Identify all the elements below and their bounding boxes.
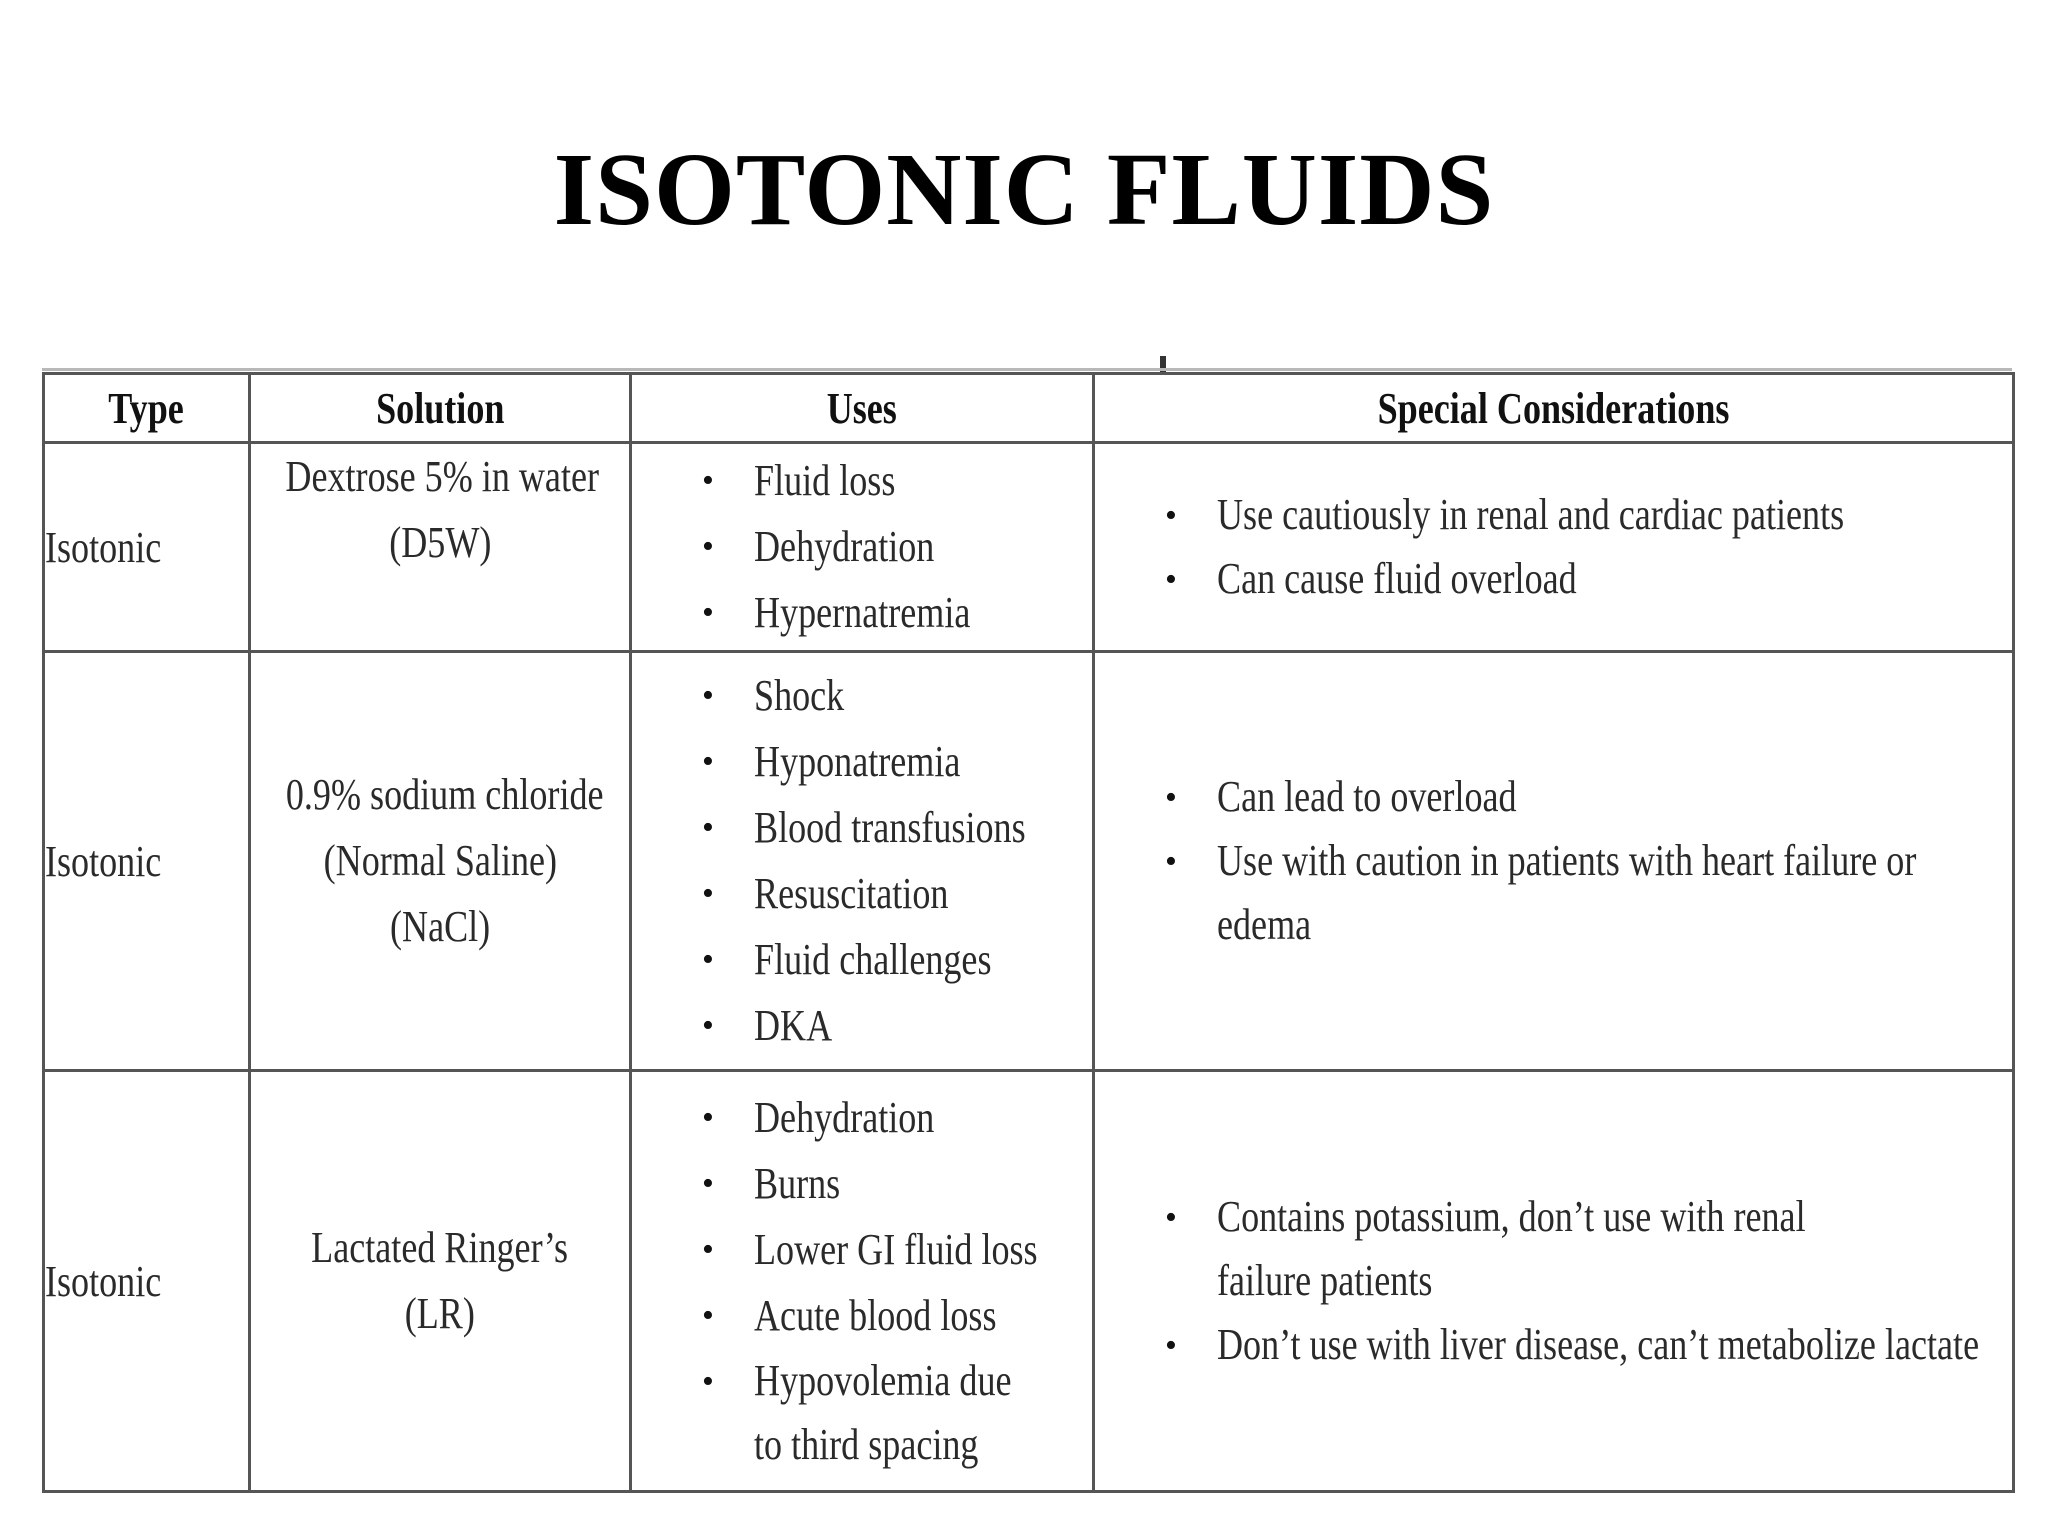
list-item: • Use cautiously in renal and cardiac patients [1165,490,1845,539]
special-considerations-cell [1094,1071,2014,1492]
isotonic-fluids-table [42,372,2015,1493]
list-item: • Fluid loss [702,456,896,505]
header-type: Type [44,374,250,443]
solution-cell: Lactated Ringer’s (LR) [250,1071,631,1492]
header-solution: Solution [250,374,631,443]
list-item: • Burns [702,1158,841,1208]
table-row [44,652,2014,1071]
list-item: • Contains potassium, don’t use with renal failure patients [1165,1192,1806,1305]
list-item: • DKA [702,1001,833,1050]
type-cell: Isotonic [44,652,250,1071]
page-title: ISOTONIC FLUIDS [553,132,1495,247]
table-row [44,443,2014,652]
table-header-row [44,374,2014,443]
list-item: • Shock [702,671,845,720]
table-row [44,1071,2014,1492]
solution-cell: Dextrose 5% in water (D5W) [250,443,631,652]
list-item: • Can lead to overload [1165,772,1517,821]
list-item: • Hypernatremia [702,588,971,637]
uses-cell [631,652,1094,1071]
list-item: • Dehydration [702,522,935,571]
list-item: • Can cause fluid overload [1165,554,1577,603]
list-item: • Don’t use with liver disease, can’t metabolize lactate [1165,1320,1980,1369]
list-item: • Lower GI fluid loss [702,1224,1038,1274]
special-considerations-cell [1094,443,2014,652]
list-item: • Hyponatremia [702,737,961,786]
list-item: • Acute blood loss [702,1290,997,1340]
header-special-considerations: Special Considerations [1094,374,2014,443]
list-item: • Hypovolemia due to third spacing [702,1355,1012,1469]
uses-cell [631,443,1094,652]
solution-cell: 0.9% sodium chloride (Normal Saline) (NaCl) [250,652,631,1071]
type-cell: Isotonic [44,443,250,652]
list-item: • Dehydration [702,1092,935,1142]
header-uses: Uses [631,374,1094,443]
uses-cell [631,1071,1094,1492]
scan-artifact-line [42,368,2012,371]
list-item: • Use with caution in patients with heart failure or edema [1165,836,1917,949]
list-item: • Resuscitation [702,869,949,918]
list-item: • Fluid challenges [702,935,992,984]
type-cell: Isotonic [44,1071,250,1492]
list-item: • Blood transfusions [702,803,1026,852]
special-considerations-cell [1094,652,2014,1071]
